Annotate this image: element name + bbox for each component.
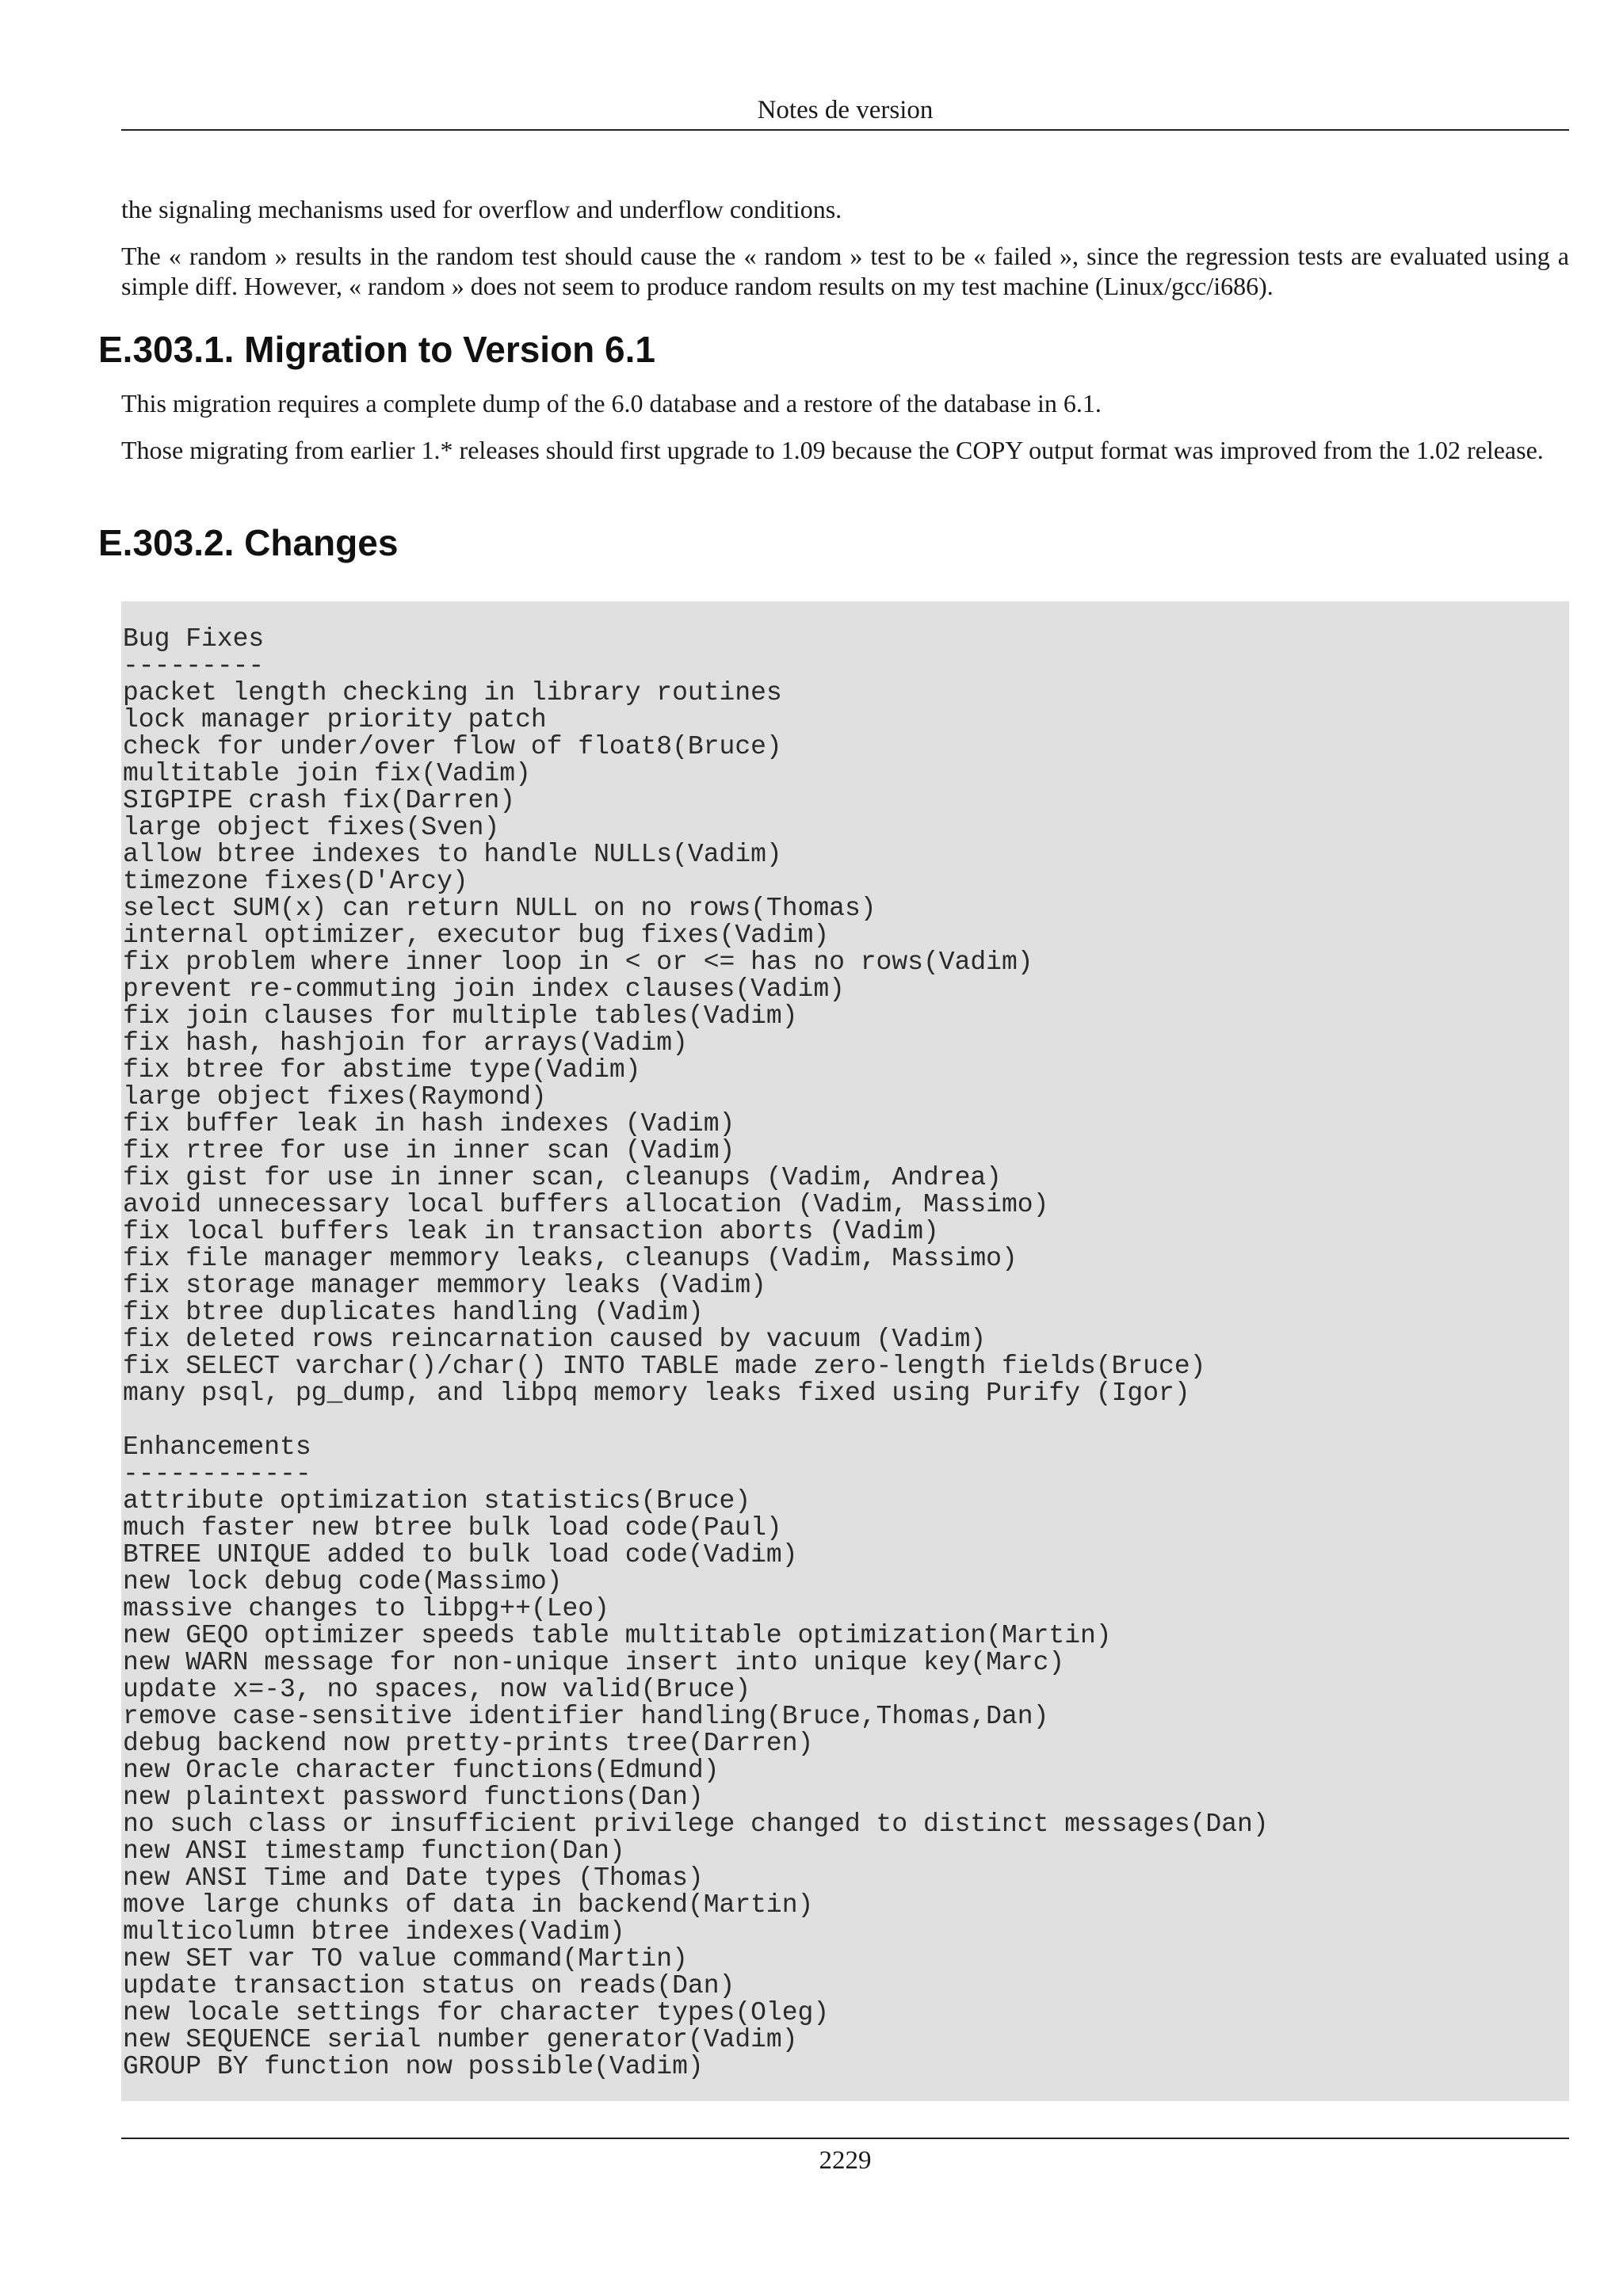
code-line: new ANSI Time and Date types (Thomas) <box>123 1863 704 1893</box>
code-line: new WARN message for non-unique insert into unique key(Marc) <box>123 1648 1065 1677</box>
code-line: update x=-3, no spaces, now valid(Bruce) <box>123 1675 751 1704</box>
code-line: --------- <box>123 651 265 681</box>
code-line: new ANSI timestamp function(Dan) <box>123 1836 625 1866</box>
section-heading-migration: E.303.1. Migration to Version 6.1 <box>98 329 656 370</box>
code-line: prevent re-commuting join index clauses(Vadim) <box>123 974 845 1004</box>
code-line: new SEQUENCE serial number generator(Vadim) <box>123 2025 798 2054</box>
intro-paragraph-2: The « random » results in the random test should cause the « random » test to be « failed », since the regression tests are evaluated using a simple diff. However, « random » does not seem to produce random results on my test machine (Linux/gcc/i686). <box>121 242 1569 300</box>
code-line: massive changes to libpg++(Leo) <box>123 1594 609 1623</box>
code-line: new plaintext password functions(Dan) <box>123 1783 704 1812</box>
code-line: much faster new btree bulk load code(Paul) <box>123 1513 782 1543</box>
code-line: new locale settings for character types(Oleg) <box>123 1998 830 2027</box>
code-line: fix join clauses for multiple tables(Vadim) <box>123 1001 798 1031</box>
code-line: timezone fixes(D'Arcy) <box>123 867 468 896</box>
code-line: large object fixes(Raymond) <box>123 1082 547 1112</box>
code-line: ------------ <box>123 1459 311 1489</box>
code-line: new GEQO optimizer speeds table multitable optimization(Martin) <box>123 1621 1112 1650</box>
migration-paragraph-1: This migration requires a complete dump of the 6.0 database and a restore of the database in 6.1. <box>121 389 1102 418</box>
running-header: Notes de version <box>757 96 934 124</box>
header-rule <box>121 129 1569 131</box>
code-line: many psql, pg_dump, and libpq memory leaks fixed using Purify (Igor) <box>123 1379 1190 1408</box>
code-line: fix problem where inner loop in < or <= has no rows(Vadim) <box>123 948 1033 977</box>
code-line: Bug Fixes <box>123 624 265 654</box>
code-line: new Oracle character functions(Edmund) <box>123 1756 720 1785</box>
code-line: new SET var TO value command(Martin) <box>123 1944 688 1974</box>
code-line: fix deleted rows reincarnation caused by vacuum (Vadim) <box>123 1325 987 1354</box>
code-line: update transaction status on reads(Dan) <box>123 1971 735 2000</box>
code-line: BTREE UNIQUE added to bulk load code(Vadim) <box>123 1540 798 1569</box>
section-heading-changes: E.303.2. Changes <box>98 522 399 563</box>
code-line: Enhancements <box>123 1432 311 1462</box>
code-line: GROUP BY function now possible(Vadim) <box>123 2052 704 2081</box>
intro-paragraph-1: the signaling mechanisms used for overflow and underflow conditions. <box>121 195 842 223</box>
code-line: fix SELECT varchar()/char() INTO TABLE made zero-length fields(Bruce) <box>123 1352 1206 1381</box>
code-line: select SUM(x) can return NULL on no rows(Thomas) <box>123 894 876 923</box>
code-line: new lock debug code(Massimo) <box>123 1567 563 1596</box>
code-line: fix storage manager memmory leaks (Vadim) <box>123 1271 766 1300</box>
code-line: large object fixes(Sven) <box>123 813 500 842</box>
code-line: fix file manager memmory leaks, cleanups (Vadim, Massimo) <box>123 1244 1018 1273</box>
code-line: avoid unnecessary local buffers allocation (Vadim, Massimo) <box>123 1190 1049 1219</box>
changes-code-block <box>121 601 1569 2101</box>
code-line: fix btree duplicates handling (Vadim) <box>123 1298 704 1327</box>
code-line: fix buffer leak in hash indexes (Vadim) <box>123 1109 735 1138</box>
code-line: lock manager priority patch <box>123 705 547 734</box>
code-line: fix rtree for use in inner scan (Vadim) <box>123 1136 735 1165</box>
migration-paragraph-2: Those migrating from earlier 1.* releases should first upgrade to 1.09 because the COPY output format was improved from the 1.02 release. <box>121 436 1544 464</box>
code-line: allow btree indexes to handle NULLs(Vadim) <box>123 840 782 869</box>
code-line: multitable join fix(Vadim) <box>123 759 531 788</box>
code-line: fix local buffers leak in transaction aborts (Vadim) <box>123 1217 939 1246</box>
code-line: check for under/over flow of float8(Bruce) <box>123 732 782 761</box>
code-line: debug backend now pretty-prints tree(Darren) <box>123 1729 814 1758</box>
code-line: no such class or insufficient privilege changed to distinct messages(Dan) <box>123 1810 1269 1839</box>
page-number: 2229 <box>819 2146 872 2175</box>
code-line: remove case-sensitive identifier handling(Bruce,Thomas,Dan) <box>123 1702 1049 1731</box>
code-line: packet length checking in library routines <box>123 678 782 707</box>
code-line: SIGPIPE crash fix(Darren) <box>123 786 516 815</box>
code-line: move large chunks of data in backend(Martin) <box>123 1890 814 1920</box>
code-line <box>123 1407 1569 1434</box>
code-line: fix gist for use in inner scan, cleanups (Vadim, Andrea) <box>123 1163 1002 1192</box>
code-line: fix hash, hashjoin for arrays(Vadim) <box>123 1028 688 1058</box>
code-line: fix btree for abstime type(Vadim) <box>123 1055 641 1085</box>
footer-rule <box>121 2138 1569 2139</box>
code-line: attribute optimization statistics(Bruce) <box>123 1486 751 1516</box>
code-line: internal optimizer, executor bug fixes(Vadim) <box>123 921 830 950</box>
code-line: multicolumn btree indexes(Vadim) <box>123 1917 625 1947</box>
